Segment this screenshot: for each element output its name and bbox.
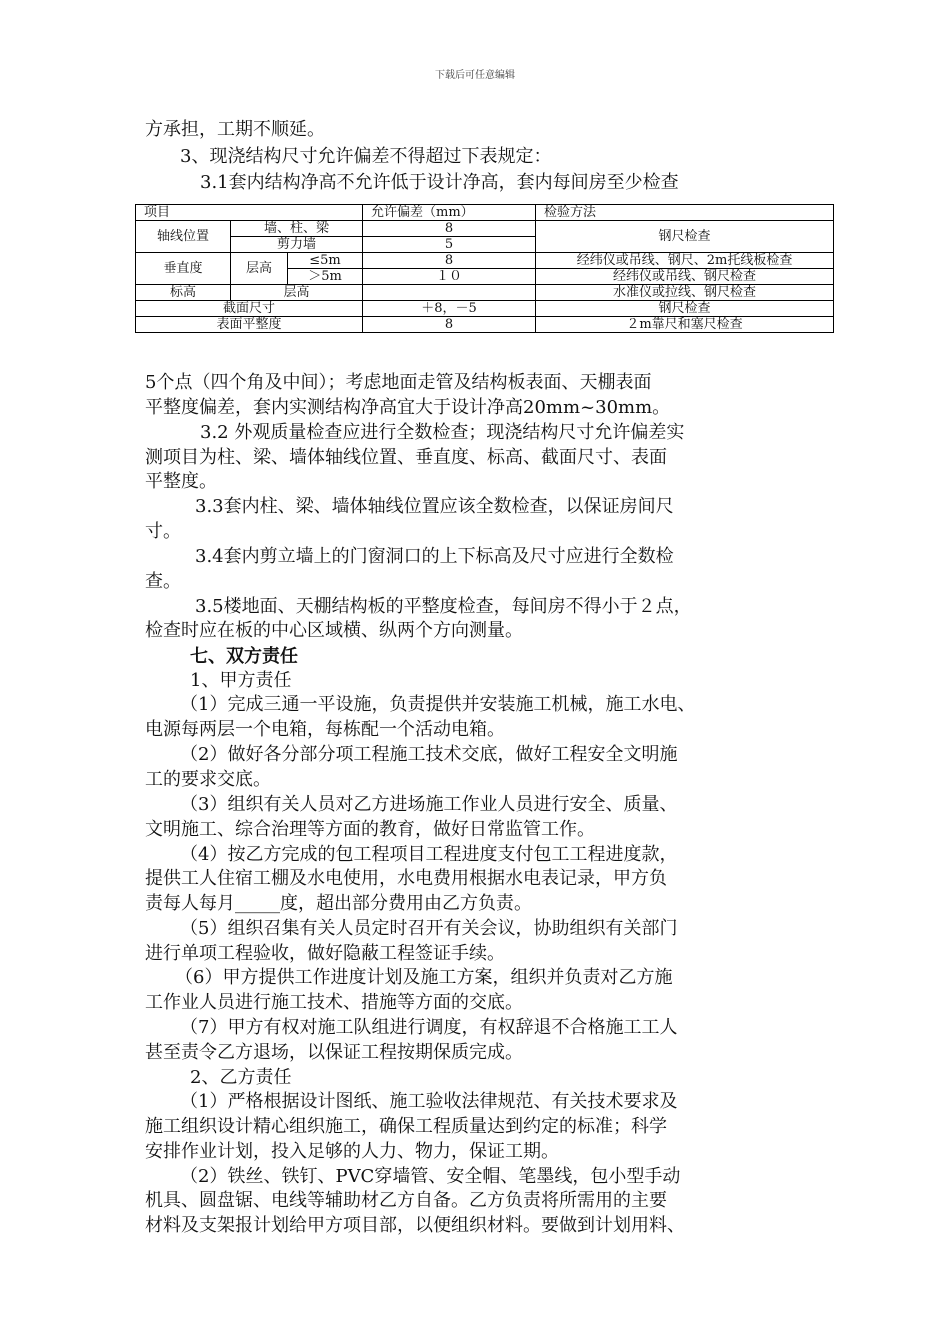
text-line: 工的要求交底。 — [145, 769, 271, 790]
tolerance-value: １０ — [363, 269, 536, 285]
table-row — [136, 285, 834, 301]
method-cell: 钢尺检查 — [536, 221, 834, 253]
method-cell: ２m靠尺和塞尺检查 — [536, 317, 834, 333]
text-line: （1）严格根据设计图纸、施工验收法律规范、有关技术要求及 — [180, 1091, 678, 1112]
text-line: 机具、圆盘锯、电线等辅助材乙方自备。乙方负责将所需用的主要 — [145, 1190, 667, 1211]
section-heading: 七、双方责任 — [190, 646, 298, 667]
table-row — [136, 221, 834, 237]
sub-label: 层高 — [231, 285, 363, 301]
sub-label: 剪力墙 — [231, 237, 363, 253]
header-tolerance: 允许偏差（mm） — [363, 205, 536, 221]
text-line: （7）甲方有权对施工队组进行调度，有权辞退不合格施工工人 — [180, 1017, 678, 1038]
text-line: 安排作业计划，投入足够的人力、物力，保证工期。 — [145, 1141, 559, 1162]
sub-label: ≤5m — [288, 253, 363, 269]
tolerance-value: 8 — [363, 317, 536, 333]
text-line: 施工组织设计精心组织施工，确保工程质量达到约定的标准；科学 — [145, 1116, 667, 1137]
sub-label: 墙、柱、梁 — [231, 221, 363, 237]
sub-label: 层高 — [231, 253, 288, 285]
text-line: 材料及支架报计划给甲方项目部，以便组织材料。要做到计划用料、 — [145, 1215, 685, 1236]
tolerance-value: 8 — [363, 221, 536, 237]
text-line: 电源每两层一个电箱，每栋配一个活动电箱。 — [145, 719, 505, 740]
tolerance-value: ＋8，－5 — [363, 301, 536, 317]
table-row — [136, 301, 834, 317]
text-line: 3.3套内柱、梁、墙体轴线位置应该全数检查，以保证房间尺 — [195, 496, 674, 517]
text-line: 寸。 — [145, 521, 181, 542]
text-line: 文明施工、综合治理等方面的教育，做好日常监管工作。 — [145, 819, 595, 840]
tolerance-table — [135, 204, 834, 333]
text-line: （1）完成三通一平设施，负责提供并安装施工机械，施工水电、 — [180, 694, 696, 715]
text-line: 方承担，工期不顺延。 — [145, 119, 325, 140]
text-line: 测项目为柱、梁、墙体轴线位置、垂直度、标高、截面尺寸、表面 — [145, 447, 667, 468]
text-line: 甚至责令乙方退场，以保证工程按期保质完成。 — [145, 1042, 523, 1063]
text-line: 平整度。 — [145, 471, 217, 492]
text-line: （2）铁丝、铁钉、PVC穿墙管、安全帽、笔墨线，包小型手动 — [180, 1166, 681, 1187]
row-label-flatness: 表面平整度 — [136, 317, 363, 333]
text-line: （3）组织有关人员对乙方进场施工作业人员进行安全、质量、 — [180, 794, 678, 815]
tolerance-value — [363, 285, 536, 301]
table-row — [136, 253, 834, 269]
sub-label: ＞5m — [288, 269, 363, 285]
text-line: 检查时应在板的中心区域横、纵两个方向测量。 — [145, 620, 523, 641]
text-line: 平整度偏差，套内实测结构净高宜大于设计净高20mm~30mm。 — [145, 397, 671, 418]
text-line: （4）按乙方完成的包工程项目工程进度支付包工工程进度款， — [180, 844, 678, 865]
row-label-vertical: 垂直度 — [136, 253, 231, 285]
text-line: 3.4套内剪立墙上的门窗洞口的上下标高及尺寸应进行全数检 — [195, 546, 674, 567]
row-label-axis: 轴线位置 — [136, 221, 231, 253]
text-line: 进行单项工程验收，做好隐蔽工程签证手续。 — [145, 943, 505, 964]
header-item: 项目 — [136, 205, 363, 221]
subsection-heading: 2、乙方责任 — [190, 1067, 292, 1088]
tolerance-value: 8 — [363, 253, 536, 269]
header-method: 检验方法 — [536, 205, 834, 221]
method-cell: 经纬仪或吊线、钢尺、2m托线板检查 — [536, 253, 834, 269]
row-label-section: 截面尺寸 — [136, 301, 363, 317]
text-line: 3.2 外观质量检查应进行全数检查；现浇结构尺寸允许偏差实 — [200, 422, 685, 443]
text-line: （6）甲方提供工作进度计划及施工方案，组织并负责对乙方施 — [175, 967, 673, 988]
table-row — [136, 205, 834, 221]
text-line: （5）组织召集有关人员定时召开有关会议，协助组织有关部门 — [180, 918, 678, 939]
subsection-heading: 1、甲方责任 — [190, 670, 292, 691]
text-line: 提供工人住宿工棚及水电使用，水电费用根据水电表记录，甲方负 — [145, 868, 667, 889]
text-line: 责每人每月_____度，超出部分费用由乙方负责。 — [145, 893, 532, 914]
text-line: （2）做好各分部分项工程施工技术交底，做好工程安全文明施 — [180, 744, 678, 765]
tolerance-value: 5 — [363, 237, 536, 253]
method-cell: 经纬仪或吊线、钢尺检查 — [536, 269, 834, 285]
text-line: 3.1套内结构净高不允许低于设计净高，套内每间房至少检查 — [200, 172, 679, 193]
text-line: 工作业人员进行施工技术、措施等方面的交底。 — [145, 992, 523, 1013]
row-label-elevation: 标高 — [136, 285, 231, 301]
method-cell: 钢尺检查 — [536, 301, 834, 317]
text-line: 5个点（四个角及中间）；考虑地面走管及结构板表面、天棚表面 — [145, 372, 652, 393]
page-header: 下载后可任意编辑 — [435, 70, 515, 81]
text-line: 查。 — [145, 571, 181, 592]
text-line: 3.5楼地面、天棚结构板的平整度检查，每间房不得小于２点， — [195, 596, 692, 617]
table-row — [136, 317, 834, 333]
text-line: 3、现浇结构尺寸允许偏差不得超过下表规定： — [180, 146, 552, 167]
method-cell: 水准仪或拉线、钢尺检查 — [536, 285, 834, 301]
